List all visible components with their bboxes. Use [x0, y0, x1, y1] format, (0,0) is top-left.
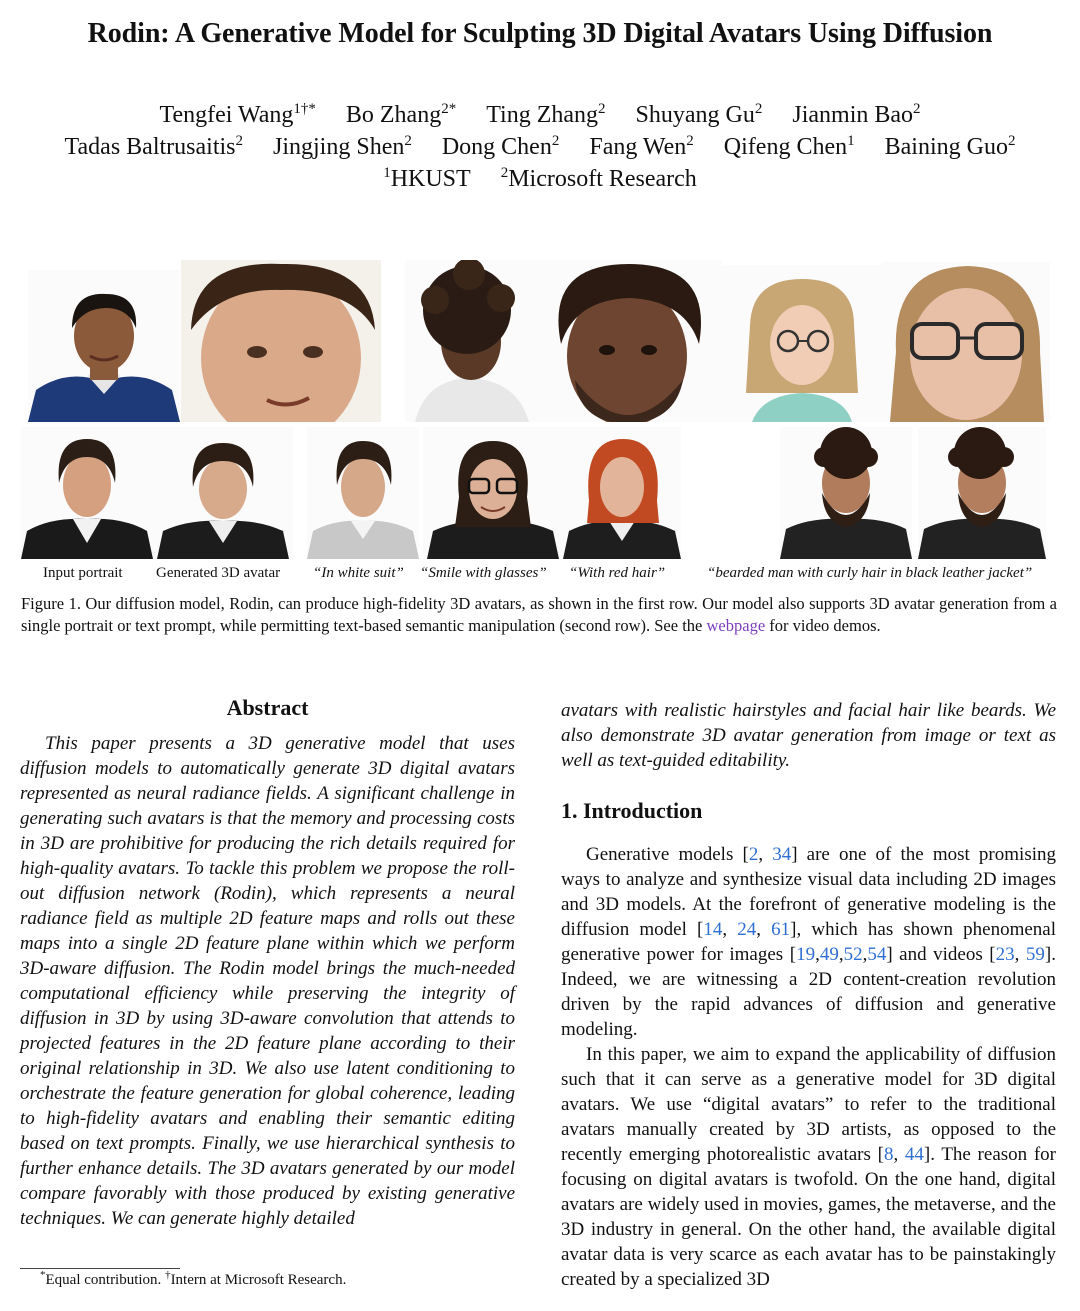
author-affiliation-mark: 2: [686, 133, 694, 149]
abstract-continued-text: avatars with realistic hairstyles and facial hair like beards. We also demonstrate 3D avatar generation from image or text as well as text-guided editability.: [561, 700, 1056, 771]
abstract-continued: [561, 698, 1056, 773]
paragraph-text: ,: [893, 1144, 905, 1165]
avatar-render-4: [535, 260, 722, 422]
author-affiliation-mark: 2: [598, 101, 606, 117]
introduction-paragraph-2: [561, 1042, 1056, 1292]
text-to-avatar-side: [918, 427, 1046, 559]
introduction-paragraph-1: [561, 842, 1056, 1042]
citation-link[interactable]: 8: [883, 1144, 894, 1165]
author-name: Jianmin Bao$^2$: [792, 101, 921, 128]
paragraph-text: ], which has shown phenomenal generative power for images [: [561, 919, 1056, 965]
citation-link[interactable]: 44: [904, 1144, 924, 1165]
figure-caption-text: Figure 1. Our diffusion model, Rodin, can produce high-fidelity 3D avatars, as shown in the first row. Our model also supports 3D avatar generation from a single portrait or text prompt, while permitting text-based semantic manipulation (second row). See the: [21, 594, 1057, 635]
author-affiliation-mark: 1†*: [293, 101, 316, 117]
citation-link[interactable]: 23: [995, 944, 1015, 965]
citation-link[interactable]: 19: [796, 944, 816, 965]
webpage-link[interactable]: webpage: [706, 616, 766, 635]
citation-link[interactable]: 54: [867, 944, 887, 965]
author-affiliation-mark: 2: [754, 101, 763, 117]
author-name: Baining Guo$^2$: [884, 133, 1016, 160]
input-portrait-photo: [21, 427, 153, 559]
citation-link[interactable]: 52: [843, 944, 863, 965]
figure-caption-input-portrait: Input portrait: [43, 565, 123, 581]
author-affiliation-mark: 2: [551, 133, 560, 149]
footnote-mark-equal: *: [40, 1269, 46, 1281]
paragraph-text: ] and videos [: [886, 944, 996, 965]
author-name: Ting Zhang$^2$: [486, 101, 606, 128]
paragraph-text: ,: [722, 919, 738, 940]
avatar-render-1: [28, 270, 180, 422]
author-name: Qifeng Chen$^1$: [723, 133, 855, 160]
edited-avatar-red-hair: [563, 427, 681, 559]
paragraph-text: Generative models [: [586, 844, 749, 865]
paragraph-text: ]. The reason for focusing on digital avatars is twofold. On the one hand, digital avatars are widely used in movies, games, the metaverse, and the 3D industry in general. On the other hand, the available digital avatar data is very scarce as each avatar has to be painstakingly created by a specialized 3D: [561, 1144, 1057, 1290]
paragraph-text: ] are one of the most promising ways to analyze and synthesize visual data including 2D images and 3D models. At the forefront of generative modeling is the diffusion model [: [561, 844, 1056, 940]
introduction-body: [561, 842, 1056, 1292]
author-name: Jingjing Shen$^2$: [273, 133, 412, 160]
paragraph-text: ]. Indeed, we are witnessing a 2D content-creation revolution driven by the rapid advances of diffusion and generative modeling.: [561, 944, 1056, 1040]
author-list-line-2: [0, 134, 1080, 161]
citation-link[interactable]: 24: [737, 919, 757, 940]
abstract-heading: Abstract: [226, 695, 309, 720]
citation-link[interactable]: 2: [748, 844, 759, 865]
paragraph-text: ,: [756, 919, 772, 940]
figure-caption-end: for video demos.: [765, 616, 881, 635]
introduction-heading: 1. Introduction: [561, 798, 703, 823]
affiliation: [383, 166, 471, 192]
footnote-text-equal: Equal contribution.: [45, 1272, 166, 1288]
figure-caption: [21, 593, 1057, 637]
author-name: Fang Wen$^2$: [589, 133, 694, 160]
paragraph-text: ,: [758, 844, 773, 865]
author-name: Tadas Baltrusaitis$^2$: [64, 133, 243, 160]
citation-link[interactable]: 14: [703, 919, 723, 940]
avatar-render-3: [405, 260, 535, 422]
generated-3d-avatar: [153, 427, 293, 559]
edited-avatar-white-suit: [307, 427, 419, 559]
figure-caption-red-hair: “With red hair”: [569, 565, 666, 581]
avatar-render-6: [882, 262, 1050, 422]
author-affiliation-mark: 2: [404, 133, 412, 149]
paper-title: Rodin: A Generative Model for Sculpting 3D Digital Avatars Using Diffusion: [87, 18, 993, 49]
author-name: Bo Zhang$^{2*}$: [345, 101, 457, 128]
avatar-render-5: [722, 265, 882, 422]
paragraph-text: ,: [815, 944, 820, 965]
paragraph-text: ,: [1014, 944, 1026, 965]
footnote-mark-intern: †: [165, 1269, 171, 1281]
author-affiliation-mark: 2: [913, 101, 921, 117]
affiliation-name: Microsoft Research: [508, 166, 697, 192]
citation-link[interactable]: 61: [771, 919, 791, 940]
affiliation-name: HKUST: [390, 166, 471, 192]
footnote-text-intern: Intern at Microsoft Research.: [170, 1272, 347, 1288]
figure-caption-generated-avatar: Generated 3D avatar: [156, 565, 281, 581]
abstract-body: [20, 731, 515, 1231]
author-list-line-1: [0, 102, 1080, 129]
figure-caption-text-prompt: “bearded man with curly hair in black leather jacket”: [707, 565, 1033, 581]
text-to-avatar-front: [780, 427, 912, 559]
abstract-text: This paper presents a 3D generative model that uses diffusion models to automatically generate 3D digital avatars represented as neural radiance fields. A significant challenge in generating such avatars is that the memory and processing costs in 3D are prohibitive for producing the rich details required for high-quality avatars. To tackle this problem we propose the roll-out diffusion network (Rodin), which represents a neural radiance field as multiple 2D feature maps and rolls out these maps into a single 2D feature plane within which we perform 3D-aware diffusion. The Rodin model brings the much-needed computational efficiency while preserving the integrity of diffusion in 3D by using 3D-aware convolution that attends to projected features in the 2D feature plane according to their original relationship in 3D. We also use latent conditioning to orchestrate the feature generation for global coherence, leading to high-fidelity avatars and enabling their semantic editing based on text prompts. Finally, we use hierarchical synthesis to further enhance details. The 3D avatars generated by our model compare favorably with those produced by existing generative techniques. We can generate highly detailed: [20, 733, 515, 1229]
affiliation: [501, 166, 697, 192]
edited-avatar-glasses: [423, 427, 563, 559]
footnote: [40, 1269, 347, 1289]
paragraph-text: In this paper, we aim to expand the applicability of diffusion such that it can serve as a generative model for 3D digital avatars. We use “digital avatars” to refer to the traditional avatars manually created by 3D artists, as opposed to the recently emerging photorealistic avatars [: [561, 1044, 1056, 1165]
figure-caption-glasses: “Smile with glasses”: [420, 565, 547, 581]
citation-link[interactable]: 59: [1025, 944, 1045, 965]
affiliation-mark: 2: [500, 165, 509, 181]
author-affiliation-mark: 2: [235, 133, 243, 149]
author-name: Dong Chen$^2$: [441, 133, 560, 160]
affiliations: [0, 166, 1080, 193]
author-affiliation-mark: 2: [1007, 133, 1016, 149]
paragraph-text: ,: [862, 944, 868, 965]
avatar-render-2: [181, 260, 381, 422]
author-name: Shuyang Gu$^2$: [635, 101, 763, 128]
affiliation-mark: 1: [383, 165, 391, 181]
author-affiliation-mark: 1: [847, 133, 855, 149]
citation-link[interactable]: 34: [772, 844, 792, 865]
citation-link[interactable]: 49: [819, 944, 839, 965]
paragraph-text: ,: [838, 944, 844, 965]
figure-caption-white-suit: “In white suit”: [313, 565, 404, 581]
author-name: Tengfei Wang$^{1\dagger*}$: [159, 101, 316, 128]
author-affiliation-mark: 2*: [441, 101, 457, 117]
